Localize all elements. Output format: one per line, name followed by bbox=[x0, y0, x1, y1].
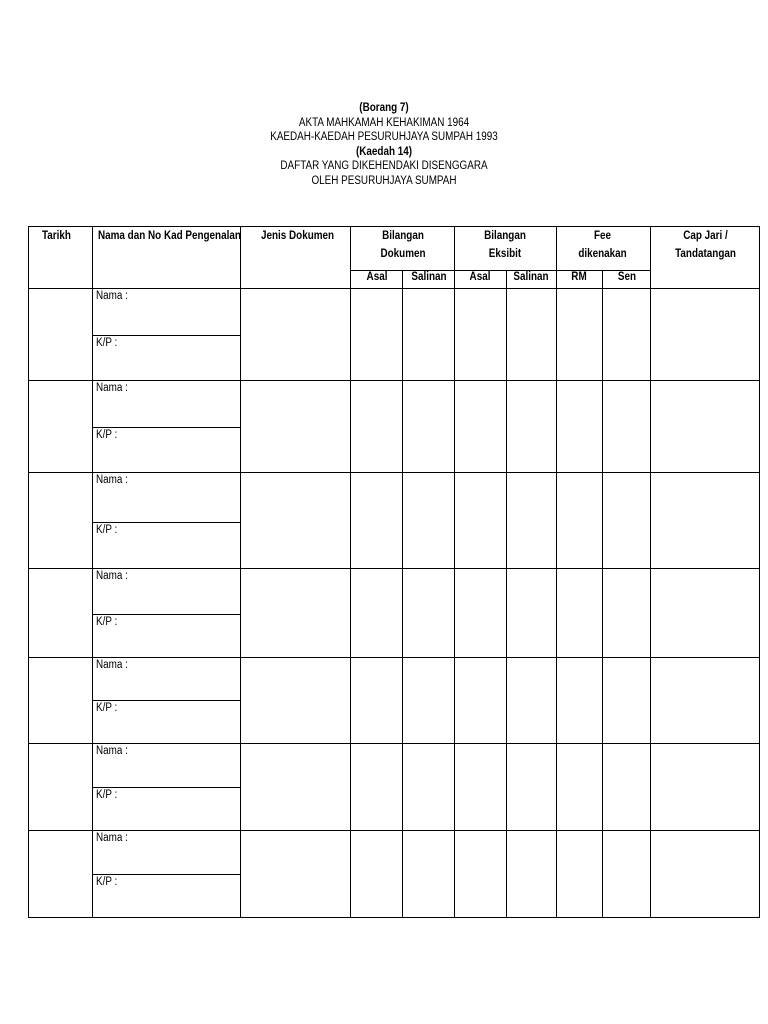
col-header-tarikh: Tarikh bbox=[42, 230, 71, 242]
column-divider bbox=[350, 226, 351, 917]
col-header-bilangan-dokumen-line2: Dokumen bbox=[380, 248, 426, 260]
col-header-bilangan-dokumen bbox=[358, 227, 447, 263]
col-header-cap-jari-line2: Tandatangan bbox=[675, 248, 736, 260]
row-kp-label: K/P : bbox=[96, 616, 118, 628]
col-header-bilangan-dokumen-line1: Bilangan bbox=[382, 230, 424, 242]
subheader-eksibit-salinan: Salinan bbox=[513, 271, 549, 283]
act-title: AKTA MAHKAMAH KEHAKIMAN 1964 bbox=[298, 116, 470, 129]
column-divider bbox=[240, 226, 241, 917]
row-divider bbox=[28, 830, 760, 831]
column-divider bbox=[506, 270, 507, 917]
subheader-eksibit-asal: Asal bbox=[469, 271, 491, 283]
column-divider bbox=[402, 270, 403, 917]
row-nama-label: Nama : bbox=[96, 382, 128, 394]
column-divider bbox=[28, 226, 29, 917]
subheader-fee-sen: Sen bbox=[617, 271, 637, 283]
row-divider bbox=[28, 743, 760, 744]
name-cell-divider bbox=[92, 522, 240, 523]
subheader-dokumen-salinan: Salinan bbox=[411, 271, 447, 283]
name-cell-divider bbox=[92, 787, 240, 788]
row-divider bbox=[28, 288, 760, 289]
row-kp-label: K/P : bbox=[96, 429, 118, 441]
row-kp-label: K/P : bbox=[96, 524, 118, 536]
column-divider bbox=[602, 270, 603, 917]
document-header bbox=[0, 101, 768, 189]
row-nama-label: Nama : bbox=[96, 832, 128, 844]
form-number: (Borang 7) bbox=[359, 102, 409, 114]
col-header-nama: Nama dan No Kad Pengenalan bbox=[98, 230, 241, 242]
col-header-cap-jari-line1: Cap Jari / bbox=[683, 230, 728, 242]
row-kp-label: K/P : bbox=[96, 337, 118, 349]
col-header-fee bbox=[562, 227, 644, 263]
col-header-bilangan-eksibit-line2: Eksibit bbox=[488, 248, 522, 260]
column-divider bbox=[92, 226, 93, 917]
row-nama-label: Nama : bbox=[96, 290, 128, 302]
row-nama-label: Nama : bbox=[96, 474, 128, 486]
row-kp-label: K/P : bbox=[96, 876, 118, 888]
name-cell-divider bbox=[92, 335, 240, 336]
col-header-cap-jari bbox=[656, 227, 755, 263]
col-header-bilangan-eksibit bbox=[461, 227, 549, 263]
table-top-border bbox=[28, 226, 760, 227]
col-header-jenis-dokumen: Jenis Dokumen bbox=[261, 230, 335, 242]
name-cell-divider bbox=[92, 874, 240, 875]
rule-number: (Kaedah 14) bbox=[355, 145, 413, 158]
row-kp-label: K/P : bbox=[96, 702, 118, 714]
name-cell-divider bbox=[92, 614, 240, 615]
col-header-fee-line2: dikenakan bbox=[578, 248, 627, 260]
column-divider bbox=[556, 226, 557, 917]
row-kp-label: K/P : bbox=[96, 789, 118, 801]
row-divider bbox=[28, 472, 760, 473]
row-nama-label: Nama : bbox=[96, 570, 128, 582]
row-divider bbox=[28, 380, 760, 381]
register-title-line2: OLEH PESURUHJAYA SUMPAH bbox=[311, 174, 457, 187]
row-nama-label: Nama : bbox=[96, 745, 128, 757]
column-divider bbox=[454, 226, 455, 917]
column-divider bbox=[759, 226, 760, 917]
row-divider bbox=[28, 657, 760, 658]
register-table bbox=[28, 226, 760, 917]
row-nama-label: Nama : bbox=[96, 659, 128, 671]
subheader-fee-rm: RM bbox=[571, 271, 587, 283]
register-title-line1: DAFTAR YANG DIKEHENDAKI DISENGGARA bbox=[280, 160, 488, 173]
column-divider bbox=[650, 226, 651, 917]
row-divider bbox=[28, 568, 760, 569]
subheader-dokumen-asal: Asal bbox=[366, 271, 388, 283]
col-header-fee-line1: Fee bbox=[593, 230, 612, 242]
row-divider bbox=[28, 917, 760, 918]
name-cell-divider bbox=[92, 700, 240, 701]
subheader-divider bbox=[350, 270, 650, 271]
col-header-bilangan-eksibit-line1: Bilangan bbox=[484, 230, 526, 242]
rules-title: KAEDAH-KAEDAH PESURUHJAYA SUMPAH 1993 bbox=[270, 131, 498, 144]
name-cell-divider bbox=[92, 427, 240, 428]
